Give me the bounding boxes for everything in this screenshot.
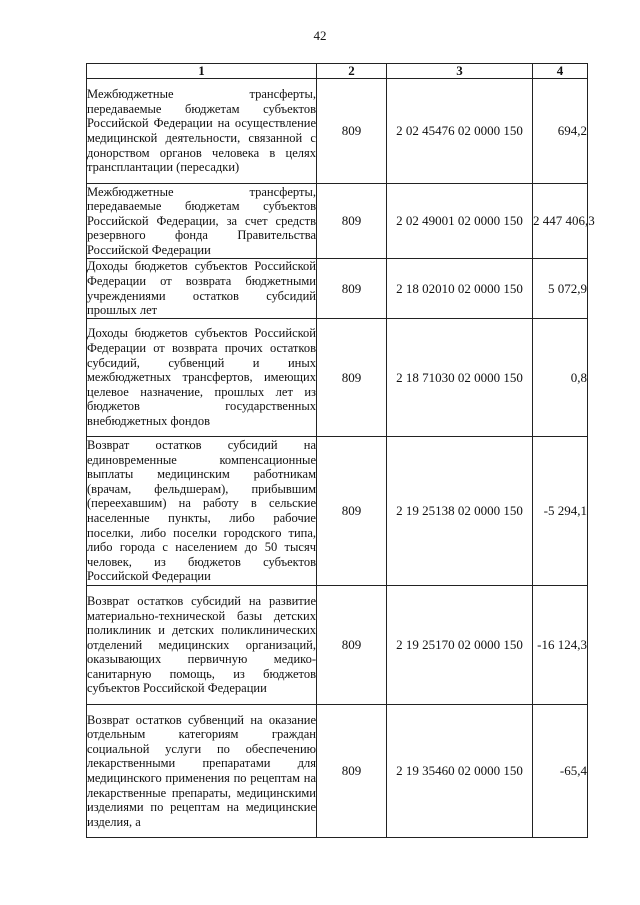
admin-code-cell: 809	[317, 705, 387, 838]
revenue-name-cell: Межбюджетные трансферты, передаваемые бюджетам субъектов Российской Федерации, за счет средств резервного фонда Правительства Российской Федерации	[87, 184, 316, 257]
kbk-cell: 2 02 45476 02 0000 150	[387, 79, 533, 184]
admin-code-cell: 809	[317, 259, 387, 319]
kbk-cell: 2 18 02010 02 0000 150	[387, 259, 533, 319]
budget-table	[86, 63, 595, 838]
amount-cell: 5 072,9	[533, 259, 588, 319]
table-row	[87, 437, 588, 586]
admin-code-cell: 809	[317, 319, 387, 437]
page-number: 42	[313, 28, 327, 43]
column-header: 2	[317, 64, 387, 79]
header-row	[87, 64, 588, 79]
amount-cell: -5 294,1	[533, 437, 588, 586]
revenue-name-cell: Возврат остатков субсидий на развитие материально-технической базы детских поликлиник и детских поликлинических отделений медицинских организаций, оказывающих первичную медико-санитарную помощь, из бюджетов субъектов Российской Федерации	[87, 586, 317, 705]
kbk-cell: 2 18 71030 02 0000 150	[387, 319, 533, 437]
amount-cell: 2 447 406,3	[533, 184, 588, 259]
revenue-name-cell: Возврат остатков субсидий на единовременные компенсационные выплаты медицинским работникам (врачам, фельдшерам), прибывшим (переехавшим) на работу в сельские населенные пункты, либо рабочие поселки, либо поселки городского типа, либо города с населением до 50 тысяч человек, из бюджетов субъектов Российской Федерации	[87, 437, 317, 586]
kbk-cell: 2 19 35460 02 0000 150	[387, 705, 533, 838]
table-row	[87, 79, 588, 184]
amount-cell: -65,4	[533, 705, 588, 838]
column-header: 4	[533, 64, 588, 79]
column-header: 3	[387, 64, 533, 79]
revenue-name-cell: Доходы бюджетов субъектов Российской Федерации от возврата прочих остатков субсидий, субвенций и иных межбюджетных трансфертов, имеющих целевое назначение, прошлых лет из бюджетов государственных внебюджетных фондов	[87, 319, 317, 437]
amount-cell: 694,2	[533, 79, 588, 184]
table-row	[87, 705, 588, 838]
table-row	[87, 319, 588, 437]
kbk-cell: 2 02 49001 02 0000 150	[387, 184, 533, 259]
admin-code-cell: 809	[317, 184, 387, 259]
column-header: 1	[87, 64, 317, 79]
revenue-name-cell: Возврат остатков субвенций на оказание отдельным категориям граждан социальной услуги по обеспечению лекарственными препаратами для медицинского применения по рецептам на лекарственные препараты, медицинскими изделиями по рецептам на медицинские изделия, а	[87, 705, 317, 838]
kbk-cell: 2 19 25170 02 0000 150	[387, 586, 533, 705]
kbk-cell: 2 19 25138 02 0000 150	[387, 437, 533, 586]
amount-cell: -16 124,3	[533, 586, 588, 705]
revenue-name-cell: Межбюджетные трансферты, передаваемые бюджетам субъектов Российской Федерации на осуществление медицинской деятельности, связанной с донорством органов человека в целях трансплантации (пересадки)	[87, 79, 317, 184]
amount-cell: 0,8	[533, 319, 588, 437]
table-row	[87, 259, 588, 319]
admin-code-cell: 809	[317, 79, 387, 184]
admin-code-cell: 809	[317, 586, 387, 705]
revenue-name-cell: Доходы бюджетов субъектов Российской Федерации от возврата бюджетными учреждениями остатков субсидий прошлых лет	[87, 259, 316, 318]
table-row	[87, 184, 588, 259]
table-row	[87, 586, 588, 705]
admin-code-cell: 809	[317, 437, 387, 586]
